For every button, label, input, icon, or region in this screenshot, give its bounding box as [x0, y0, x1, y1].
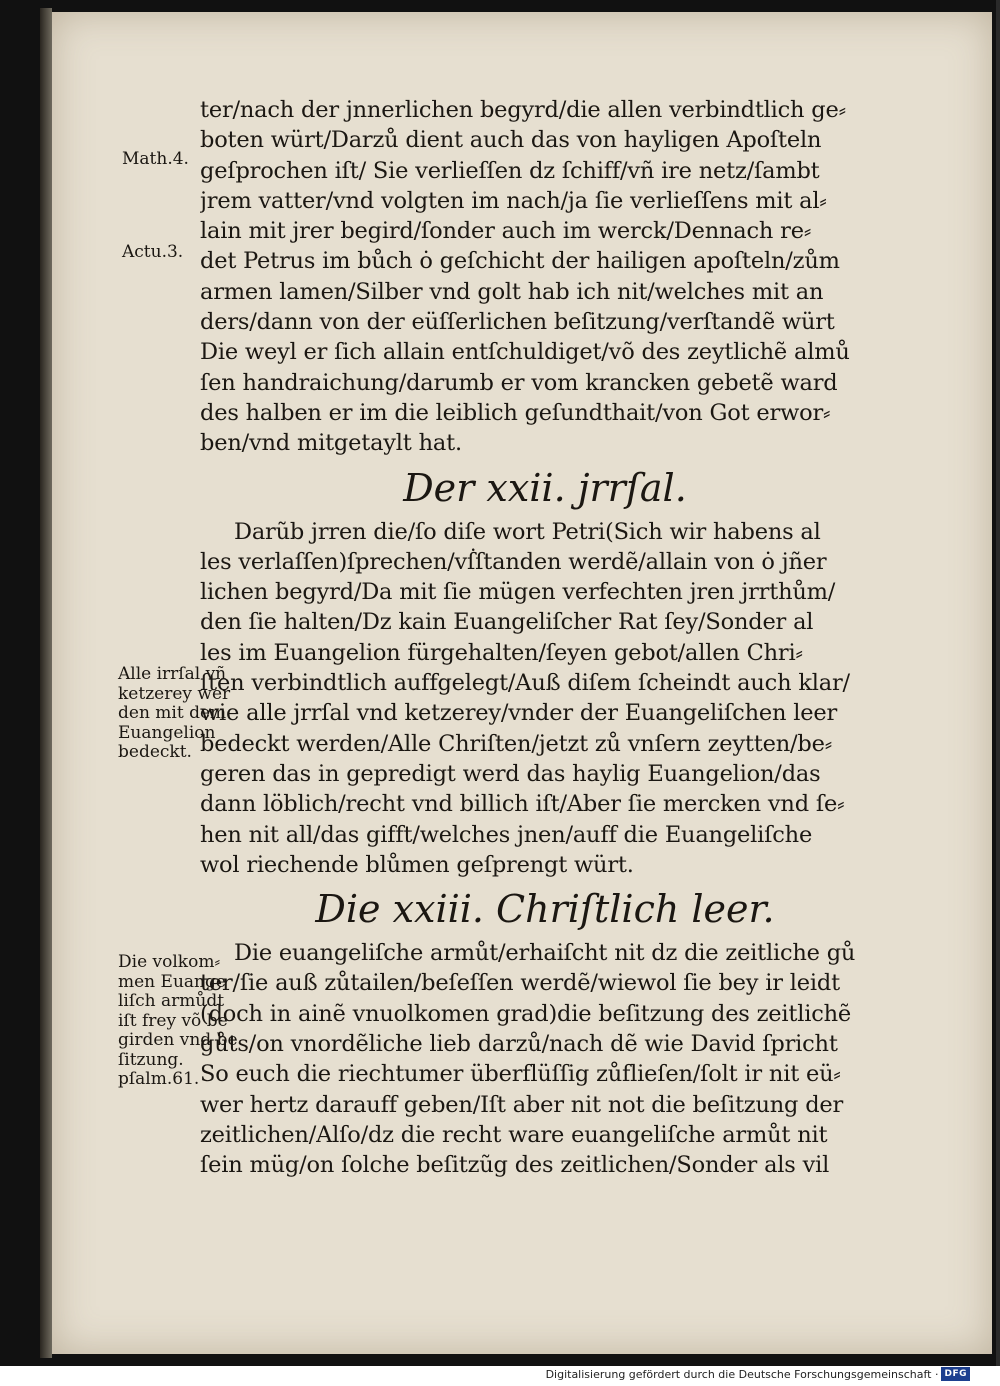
text-line: armen lamen/Silber vnd golt hab ich nit/welches mit an — [200, 278, 824, 305]
text-line: gůts/on vnordẽliche lieb darzů/nach dẽ wie David ſpricht — [200, 1031, 838, 1058]
footer-credit-text: Digitalisierung gefördert durch die Deutsche Forschungsgemeinschaft · — [545, 1367, 939, 1381]
text-line: boten würt/Darzů dient auch das von hayligen Apoſteln — [200, 127, 822, 154]
section-heading-errors: Der xxii. jrrſal. — [403, 465, 687, 510]
text-line: ſein müg/on ſolche beſitzũg des zeitlichen/Sonder als vil — [200, 1152, 830, 1179]
text-line: des halben er im die leiblich geſundthait/von Got erwor⸗ — [200, 399, 831, 426]
margin-note-actu — [122, 243, 183, 263]
text-line: geren das in gepredigt werd das haylig Euangelion/das — [200, 760, 821, 787]
margin-note-line: liſch armůdt — [118, 991, 225, 1011]
text-line: les verlaſſen)ſprechen/vẛſtanden werdẽ/allain von ȯ jñer — [200, 548, 827, 575]
text-line: dann löblich/recht vnd billich iſt/Aber ſie mercken vnd ſe⸗ — [200, 791, 845, 818]
text-line: wie alle jrrſal vnd ketzerey/vnder der Euangeliſchen leer — [200, 700, 838, 727]
text-line: lichen begyrd/Da mit ſie mügen verfechten jren jrrthům/ — [200, 579, 836, 606]
text-line: den ſie halten/Dz kain Euangeliſcher Rat ſey/Sonder al — [200, 609, 814, 636]
margin-note-poverty — [118, 953, 238, 1090]
text-line: Die weyl er ſich allain entſchuldiget/võ des zeytlichẽ almů — [200, 339, 850, 366]
margin-note-line: Euangelion — [118, 722, 216, 743]
margin-note-line: Actu.3. — [122, 242, 184, 262]
text-line: ſten verbindtlich auffgelegt/Auß diſem ſcheindt auch klar/ — [200, 670, 850, 697]
main-text-block — [200, 95, 890, 1181]
text-line: det Petrus im bůch ȯ geſchicht der hailigen apoſteln/zům — [200, 248, 840, 275]
margin-note-line: men Euange — [118, 971, 226, 992]
text-line: ter/nach der jnnerlichen begyrd/die allen verbindtlich ge⸗ — [200, 97, 846, 123]
text-line: hen nit all/das gifft/welches jnen/auff die Euangeliſche — [200, 821, 813, 848]
margin-note-line: bedeckt. — [118, 742, 192, 762]
margin-note-line: Die volkom⸗ — [118, 952, 221, 972]
section-heading-teaching: Die xxiii. Chriſtlich leer. — [315, 887, 775, 932]
text-line: Die euangeliſche armůt/erhaiſcht nit dz die zeitliche gů — [234, 940, 856, 967]
footer-credit — [546, 1367, 970, 1381]
text-line: les im Euangelion fürgehalten/ſeyen gebot/allen Chri⸗ — [200, 639, 803, 666]
dfg-logo: DFG — [941, 1367, 970, 1381]
book-spine-shadow — [40, 8, 52, 1358]
margin-note-line: pſalm.61. — [118, 1069, 200, 1089]
text-line: ter/ſie auß zůtailen/beſeſſen werdẽ/wiewol ſie bey ir leidt — [200, 970, 840, 997]
text-line: ders/dann von der eüſſerlichen beſitzung/verſtandẽ würt — [200, 309, 835, 336]
text-line: zeitlichen/Alſo/dz die recht ware euangeliſche armůt nit — [200, 1121, 828, 1148]
margin-note-errors — [118, 665, 230, 763]
margin-note-math — [122, 150, 189, 170]
margin-note-line: den mit dem — [118, 703, 227, 723]
text-line: wer hertz darauff geben/Iſt aber nit not die beſitzung der — [200, 1091, 844, 1118]
margin-note-line: Alle irrſal vñ — [118, 664, 227, 684]
margin-note-line: Math.4. — [122, 149, 189, 169]
margin-note-line: ketzerey wer — [118, 683, 231, 704]
text-line: geſprochen iſt/ Sie verlieſſen dz ſchiff/vñ ire netz/ſambt — [200, 157, 820, 184]
margin-note-line: ſitzung. — [118, 1049, 184, 1070]
text-line: Darũb jrren die/ſo diſe wort Petri(Sich wir habens al — [234, 518, 821, 545]
text-line: ben/vnd mitgetaylt hat. — [200, 430, 462, 457]
margin-note-line: iſt frey võ be — [118, 1010, 228, 1031]
scan-edge-strip — [996, 0, 1000, 1366]
text-line: bedeckt werden/Alle Chriſten/jetzt zů vnſern zeytten/be⸗ — [200, 730, 832, 757]
text-line: (doch in ainẽ vnuolkomen grad)die beſitzung des zeitlichẽ — [200, 1000, 852, 1027]
text-line: jrem vatter/vnd volgten im nach/ja ſie verlieſſens mit al⸗ — [200, 187, 827, 214]
text-line: wol riechende blůmen geſprengt würt. — [200, 851, 634, 878]
margin-note-line: girden vnd be — [118, 1030, 238, 1050]
text-line: So euch die riechtumer überflüſſig zůflieſen/ſolt ir nit eü⸗ — [200, 1061, 841, 1088]
text-line: lain mit jrer begird/ſonder auch im werck/Dennach re⸗ — [200, 218, 812, 245]
text-line: ſen handraichung/darumb er vom krancken gebetẽ ward — [200, 369, 838, 396]
